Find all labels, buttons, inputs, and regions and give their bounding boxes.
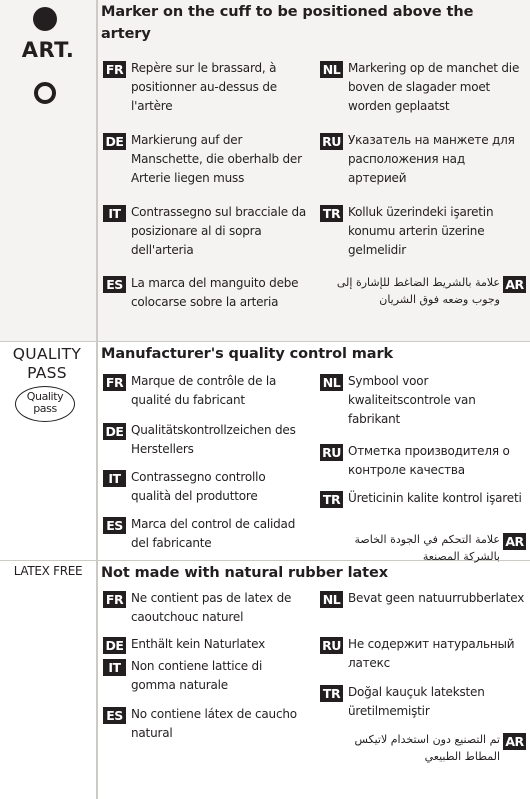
art-symbol-label: ART. (21, 38, 75, 62)
lang-badge-ru: RU (320, 637, 343, 654)
lang-badge-ru: RU (320, 133, 343, 150)
entry-text: Указатель на манжете для расположения над артерией (348, 133, 515, 185)
lang-badge-ru: RU (320, 444, 343, 461)
filled-circle-icon (32, 6, 58, 32)
lang-badge-tr: TR (320, 685, 343, 702)
section-latex-free (98, 561, 530, 799)
entry-text: Отметка производителя о контроле качества (348, 444, 510, 477)
entry-text: Üreticinin kalite kontrol işareti (348, 491, 522, 505)
entry-text: Contrassegno sul bracciale da posizionare al di sopra dell'arteria (131, 205, 307, 257)
entry-text: Не содержит натуральный латекс (348, 637, 515, 670)
lang-badge-nl: NL (320, 374, 343, 391)
lang-badge-de: DE (103, 133, 126, 150)
entry-text: Marca del control de calidad del fabricante (131, 517, 296, 550)
section-quality-control (98, 342, 530, 563)
lang-badge-ar: AR (503, 533, 526, 550)
lang-badge-es: ES (103, 517, 126, 534)
entry-text: Marque de contrôle de la qualité du fabricant (131, 374, 277, 407)
entry-text: Enthält kein Naturlatex (131, 637, 266, 651)
entry-text: Repère sur le brassard, à positionner au-dessus de l'artère (131, 61, 277, 113)
entry-text: تم التصنيع دون استخدام لاتيكس المطاط الطبيعي (354, 733, 500, 763)
hollow-circle-icon (33, 81, 57, 105)
section-title: Not made with natural rubber latex (101, 565, 388, 581)
lang-badge-de: DE (103, 637, 126, 654)
lang-badge-nl: NL (320, 61, 343, 78)
lang-badge-nl: NL (320, 591, 343, 608)
lang-badge-it: IT (103, 470, 126, 487)
stamp-line: Quality (26, 390, 64, 403)
lang-badge-de: DE (103, 423, 126, 440)
entry-text: Markering op de manchet die boven de slagader moet worden geplaatst (348, 61, 520, 113)
lang-badge-ar: AR (503, 276, 526, 293)
section-title: Manufacturer's quality control mark (101, 346, 394, 362)
entry-text: No contiene látex de caucho natural (131, 707, 297, 740)
entry-text: La marca del manguito debe colocarse sobre la arteria (131, 276, 299, 309)
entry-text: Qualitätskontrollzeichen des Herstellers (131, 423, 296, 456)
lang-badge-it: IT (103, 659, 126, 676)
entry-text: Kolluk üzerindeki işaretin konumu arterin üzerine gelmelidir (348, 205, 494, 257)
section-artery-marker (98, 0, 530, 341)
lang-badge-fr: FR (103, 61, 126, 78)
entry-text: Doğal kauçuk lateksten üretilmemiştir (348, 685, 485, 718)
quality-pass-label: QUALITY PASS (12, 345, 82, 382)
stamp-line: pass (33, 402, 57, 415)
lang-badge-it: IT (103, 205, 126, 222)
lang-badge-tr: TR (320, 491, 343, 508)
entry-text: Ne contient pas de latex de caoutchouc naturel (131, 591, 292, 624)
lang-badge-es: ES (103, 707, 126, 724)
entry-text: علامة بالشريط الضاغط للإشارة إلى وجوب وضعه فوق الشريان (336, 276, 500, 306)
entry-text: Contrassegno controllo qualità del produttore (131, 470, 266, 503)
section-title: Marker on the cuff to be positioned above the artery (101, 4, 474, 42)
lang-badge-fr: FR (103, 374, 126, 391)
entry-text: Non contiene lattice di gomma naturale (131, 659, 263, 692)
entry-text: علامة التحكم في الجودة الخاصة بالشركة المصنعة (354, 533, 500, 563)
entry-text: Markierung auf der Manschette, die oberhalb der Arterie liegen muss (131, 133, 302, 185)
latex-free-label: LATEX FREE (13, 564, 83, 578)
lang-badge-tr: TR (320, 205, 343, 222)
lang-badge-fr: FR (103, 591, 126, 608)
lang-badge-es: ES (103, 276, 126, 293)
entry-text: Bevat geen natuurrubberlatex (348, 591, 525, 605)
quality-pass-stamp-icon (15, 386, 75, 422)
lang-badge-ar: AR (503, 733, 526, 750)
entry-text: Symbool voor kwaliteitscontrole van fabrikant (348, 374, 476, 426)
